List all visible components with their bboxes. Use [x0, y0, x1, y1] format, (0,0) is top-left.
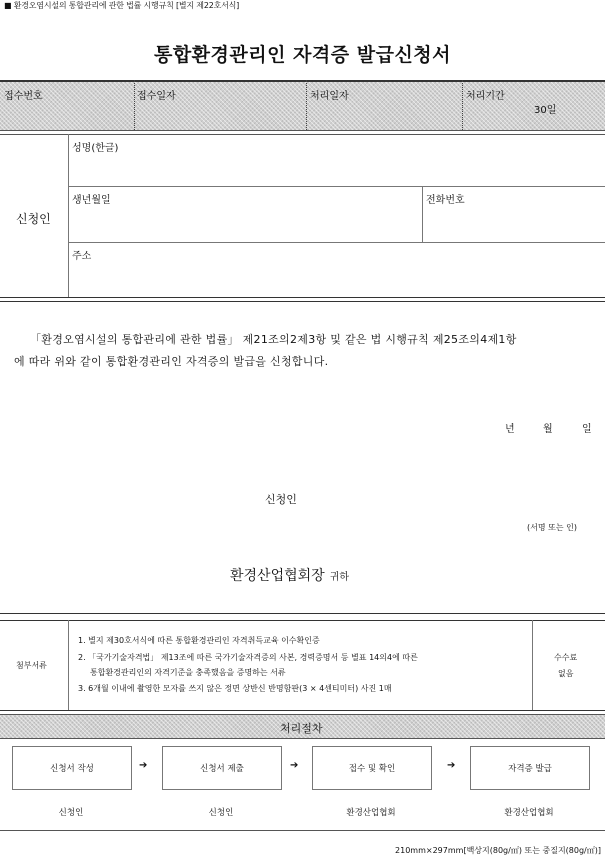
step-actor-3: 환경산업협회: [346, 808, 396, 818]
page-title: 통합환경관리인 자격증 발급신청서: [153, 44, 452, 66]
signature-note: (서명 또는 인): [527, 523, 577, 532]
statement-line-1: 「환경오염시설의 통합관리에 관한 법률」 제21조의2제3항 및 같은 법 시행규칙 제25조의4제1항: [30, 333, 517, 346]
step-actor-2: 신청인: [208, 808, 234, 818]
attachments-label: 첨부서류: [16, 661, 47, 670]
arrow-icon: ➔: [290, 760, 299, 771]
statement-line-2: 에 따라 위와 같이 통합환경관리인 자격증의 발급을 신청합니다.: [14, 355, 329, 368]
birth-date-field-label: 생년월일: [72, 195, 111, 206]
paper-spec-footer: 210mm×297mm[백상지(80g/㎡) 또는 중질지(80g/㎡)]: [395, 846, 601, 855]
arrow-icon: ➔: [139, 760, 148, 771]
procedure-title: 처리절차: [280, 722, 323, 735]
process-period-label: 처리기간: [466, 91, 505, 102]
date-year-label: 년: [505, 424, 515, 435]
attachment-item-2: 2. 「국가기술자격법」 제13조에 따른 국가기술자격증의 사본, 경력증명서 등 별표 14의4에 따른: [78, 653, 418, 662]
fee-label: 수수료: [554, 653, 578, 662]
date-day-label: 일: [582, 424, 592, 435]
fee-value: 없음: [558, 669, 574, 678]
applicant-section-label: 신청인: [16, 212, 51, 226]
form-reference: ■ 환경오염시설의 통합관리에 관한 법률 시행규칙 [별지 제22호서식]: [4, 1, 240, 10]
attachment-item-1: 1. 별지 제30호서식에 따른 통합환경관리인 자격취득교육 이수확인증: [78, 636, 320, 645]
addressee-name: 환경산업협회장: [230, 568, 325, 584]
step-actor-1: 신청인: [58, 808, 84, 818]
receipt-number-label: 접수번호: [4, 91, 43, 102]
addressee-suffix: 귀하: [329, 572, 350, 583]
step-actor-4: 환경산업협회: [504, 808, 554, 818]
process-date-label: 처리일자: [310, 91, 349, 102]
arrow-icon: ➔: [447, 760, 456, 771]
receipt-band: [0, 80, 605, 130]
address-field-label: 주소: [72, 251, 92, 262]
step-issue-certificate: 자격증 발급: [470, 746, 590, 790]
date-month-label: 월: [543, 424, 553, 435]
receipt-date-label: 접수일자: [137, 91, 176, 102]
attachment-item-2-cont: 통합환경관리인의 자격기준을 충족했음을 증명하는 서류: [90, 668, 286, 677]
step-receipt-confirm: 접수 및 확인: [312, 746, 432, 790]
name-field-label: 성명(한글): [72, 143, 119, 154]
phone-field-label: 전화번호: [426, 195, 465, 206]
step-write-application: 신청서 작성: [12, 746, 132, 790]
process-period-value: 30일: [534, 105, 557, 116]
attachment-item-3: 3. 6개월 이내에 촬영한 모자를 쓰지 않은 정면 상반신 반명함판(3 × 4센티미터) 사진 1매: [78, 684, 392, 693]
signer-label: 신청인: [265, 493, 297, 506]
addressee: [230, 565, 349, 585]
step-submit-application: 신청서 제출: [162, 746, 282, 790]
